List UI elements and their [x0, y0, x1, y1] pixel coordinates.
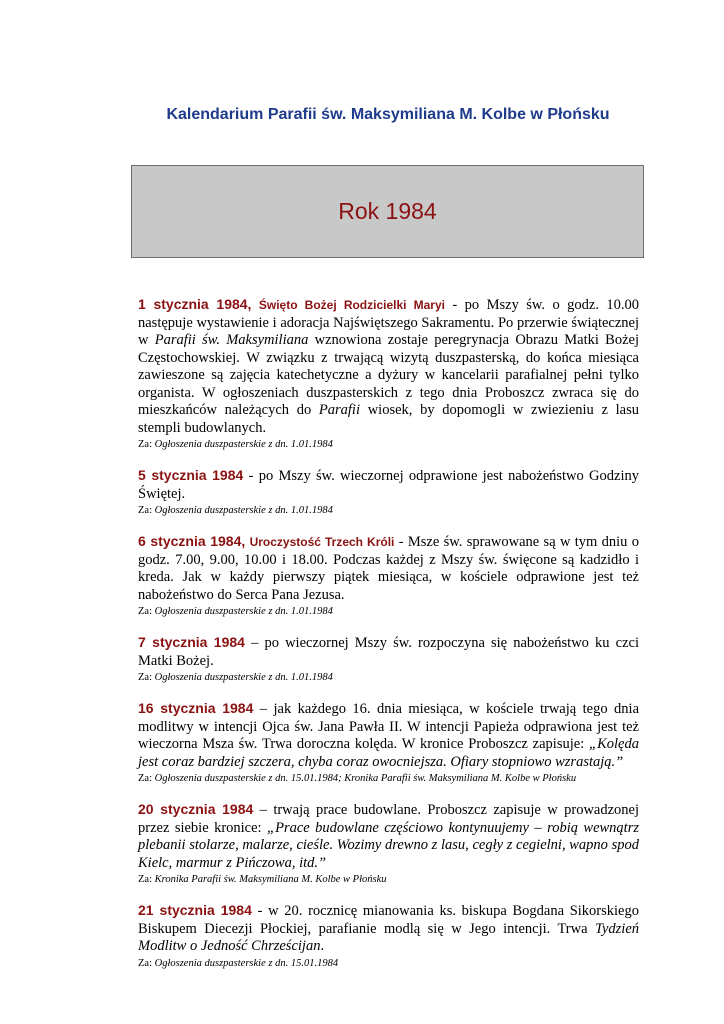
entry-source: Za: Ogłoszenia duszpasterskie z dn. 15.01.1984 — [138, 957, 339, 969]
entry-text: 5 stycznia 1984 - po Mszy św. wieczornej odprawione jest nabożeństwo Godziny Świętej. — [138, 467, 639, 502]
calendar-entry — [138, 902, 639, 970]
calendar-entry — [138, 533, 639, 618]
entry-date: 5 stycznia 1984 — [138, 467, 244, 483]
calendar-entry — [138, 634, 639, 684]
entry-text: 16 stycznia 1984 – jak każdego 16. dnia miesiąca, w kościele trwają tego dnia modlitwy w intencji Ojca św. Jana Pawła II. W intencji Papieża odprawiona jest też wieczorna Msza św. Trwa doroczna kolęda. W kronice Proboszcz zapisuje: „Kolęda jest coraz bardziej szczera, chyba coraz owocniejsza. Ofiary stopniowo wzrastają.” — [138, 700, 639, 770]
entry-date: 20 stycznia 1984 — [138, 801, 254, 817]
entry-text: 6 stycznia 1984, Uroczystość Trzech Króli - Msze św. sprawowane są w tym dniu o godz. 7.00, 9.00, 10.00 i 18.00. Podczas każdej z Mszy św. święcone są kadzidło i kreda. Jak w każdy pierwszy piątek miesiąca, w kościele odprawione jest też nabożeństwo do Serca Pana Jezusa. — [138, 533, 639, 603]
calendar-entry — [138, 801, 639, 886]
entry-source: Za: Ogłoszenia duszpasterskie z dn. 1.01.1984 — [138, 505, 333, 516]
calendar-entry — [138, 296, 639, 451]
calendar-entries — [138, 296, 639, 986]
entry-source: Za: Ogłoszenia duszpasterskie z dn. 15.01.1984; Kronika Parafii św. Maksymiliana M. Kolbe w Płońsku — [138, 773, 577, 784]
year-heading-box — [131, 165, 644, 258]
entry-date: 1 stycznia 1984, — [138, 296, 252, 312]
entry-text: 20 stycznia 1984 – trwają prace budowlane. Proboszcz zapisuje w prowadzonej przez siebie kronice: „Prace budowlane częściowo kontynuujemy – robią wewnątrz plebanii stolarze, malarze, cieśle. Wozimy drewno z lasu, cegły z cegielni, wapno spod Kielc, marmur z Pińczowa, itd.” — [138, 801, 640, 871]
document-header-title: Kalendarium Parafii św. Maksymiliana M. Kolbe w Płońsku — [166, 106, 610, 123]
entry-feast: Uroczystość Trzech Króli — [249, 535, 395, 549]
entry-source: Za: Kronika Parafii św. Maksymiliana M. Kolbe w Płońsku — [138, 874, 387, 885]
entry-date: 16 stycznia 1984 — [138, 700, 254, 716]
entry-source: Za: Ogłoszenia duszpasterskie z dn. 1.01.1984 — [138, 439, 333, 450]
entry-date: 21 stycznia 1984 — [138, 902, 252, 918]
year-heading: Rok 1984 — [338, 198, 437, 224]
entry-text: 7 stycznia 1984 – po wieczornej Mszy św. rozpoczyna się nabożeństwo ku czci Matki Bożej. — [138, 634, 639, 669]
entry-text: 1 stycznia 1984, Święto Bożej Rodzicielki Maryi - po Mszy św. o godz. 10.00 następuje wystawienie i adoracja Najświętszego Sakramentu. Po przerwie świątecznej w Parafii św. Maksymiliana wznowiona zostaje peregrynacja Obrazu Matki Bożej Częstochowskiej. W związku z trwającą wizytą duszpasterską, do końca miesiąca zawieszone są zajęcia katechetyczne a dyżury w kancelarii parafialnej pełni tylko organista. W ogłoszeniach duszpasterskich z tego dnia Proboszcz zwraca się do mieszkańców należących do Parafii wiosek, by dopomogli w zwiezieniu z lasu stempli budowlanych. — [138, 296, 639, 436]
entry-source: Za: Ogłoszenia duszpasterskie z dn. 1.01.1984 — [138, 672, 333, 683]
calendar-entry — [138, 700, 639, 785]
entry-text: 21 stycznia 1984 - w 20. rocznicę mianowania ks. biskupa Bogdana Sikorskiego Biskupem Diecezji Płockiej, parafianie modlą się w Jego intencji. Trwa Tydzień Modlitw o Jedność Chrześcijan. — [138, 902, 639, 954]
entry-date: 6 stycznia 1984, — [138, 533, 246, 549]
calendar-entry — [138, 467, 639, 517]
entry-source: Za: Ogłoszenia duszpasterskie z dn. 1.01.1984 — [138, 606, 333, 617]
entry-feast: Święto Bożej Rodzicielki Maryi — [258, 298, 445, 312]
entry-date: 7 stycznia 1984 — [138, 634, 245, 650]
